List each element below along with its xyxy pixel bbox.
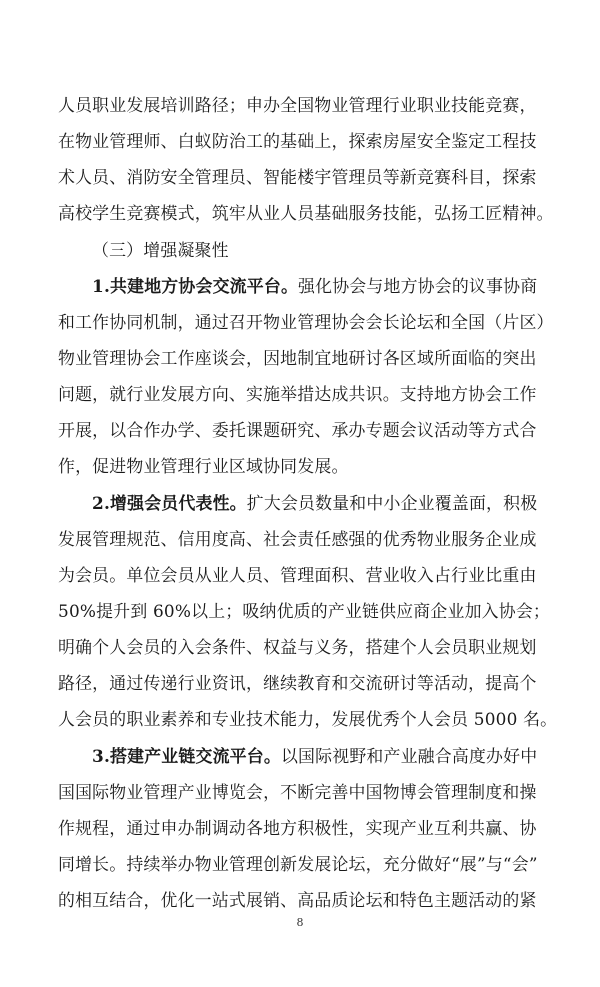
text-run: 开展，以合作办学、委托课题研究、承办专题会议活动等方式合 [58, 420, 537, 440]
text-run: 在物业管理师、白蚁防治工的基础上，探索房屋安全鉴定工程技 [58, 131, 537, 151]
text-line [58, 890, 548, 910]
section-heading: 3.搭建产业链交流平台。 [92, 746, 281, 766]
text-run: 作，促进物业管理行业区域协同发展。 [58, 456, 349, 476]
text-line [58, 95, 548, 115]
text-line [92, 240, 548, 260]
text-line [58, 456, 548, 476]
text-line [58, 673, 548, 693]
text-line [58, 709, 558, 729]
text-line [58, 420, 548, 440]
text-run: 人会员的职业素养和专业技术能力，发展优秀个人会员 5000 名。 [58, 709, 558, 729]
text-run: 的相互结合，优化一站式展销、高品质论坛和特色主题活动的紧 [58, 890, 537, 910]
text-line [58, 167, 548, 187]
section-heading: 1.共建地方协会交流平台。 [92, 276, 299, 296]
text-run: 路径，通过传递行业资讯，继续教育和交流研讨等活动，提高个 [58, 673, 537, 693]
text-line [58, 131, 548, 151]
text-run: 同增长。持续举办物业管理创新发展论坛，充分做好“展”与“会” [58, 854, 538, 874]
text-line [58, 637, 548, 657]
text-run: 明确个人会员的入会条件、权益与义务，搭建个人会员职业规划 [58, 637, 537, 657]
text-line [58, 529, 548, 549]
text-run: 强化协会与地方协会的议事协商 [298, 276, 538, 296]
text-run: 发展管理规范、信用度高、社会责任感强的优秀物业服务企业成 [58, 529, 537, 549]
section-heading: 2.增强会员代表性。 [92, 493, 247, 513]
text-line [58, 782, 548, 802]
text-line [58, 854, 548, 874]
text-run: 人员职业发展培训路径；申办全国物业管理行业职业技能竞赛， [58, 95, 537, 115]
text-line [92, 276, 548, 296]
page-number: 8 [296, 916, 304, 929]
text-run: 扩大会员数量和中小企业覆盖面，积极 [246, 493, 538, 513]
text-run: 高校学生竞赛模式，筑牢从业人员基础服务技能，弘扬工匠精神。 [58, 203, 554, 223]
text-line [58, 203, 554, 223]
text-run: 和工作协同机制，通过召开物业管理协会会长论坛和全国（片区） [58, 312, 554, 332]
text-run: 术人员、消防安全管理员、智能楼宇管理员等新竞赛科目，探索 [58, 167, 537, 187]
text-run: 50%提升到 60%以上；吸纳优质的产业链供应商企业加入协会； [58, 601, 551, 621]
text-line [58, 312, 554, 332]
text-run: 物业管理协会工作座谈会，因地制宜地研讨各区域所面临的突出 [58, 348, 537, 368]
text-line [58, 565, 548, 585]
text-run: 以国际视野和产业融合高度办好中 [280, 746, 538, 766]
text-line [58, 601, 551, 621]
text-run: （三）增强凝聚性 [92, 240, 229, 260]
text-line [58, 818, 548, 838]
text-line [92, 746, 548, 766]
text-line [58, 348, 548, 368]
text-run: 为会员。单位会员从业人员、管理面积、营业收入占行业比重由 [58, 565, 537, 585]
text-line [92, 493, 548, 513]
text-run: 国国际物业管理产业博览会，不断完善中国物博会管理制度和操 [58, 782, 537, 802]
text-run: 作规程，通过申办制调动各地方积极性，实现产业互利共赢、协 [58, 818, 537, 838]
text-run: 问题，就行业发展方向、实施举措达成共识。支持地方协会工作 [58, 384, 537, 404]
text-line [58, 384, 548, 404]
